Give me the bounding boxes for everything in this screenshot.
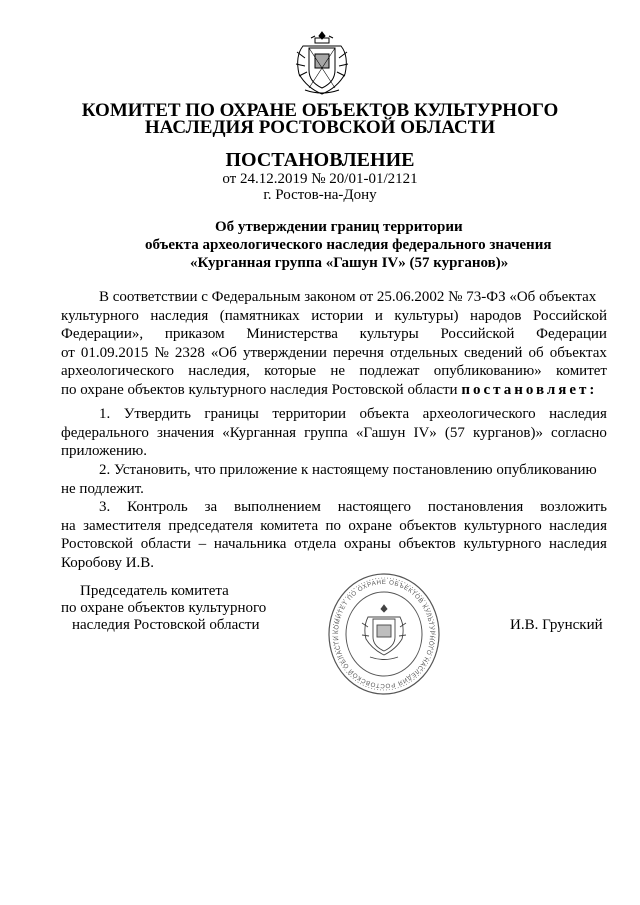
word: наследия: [549, 536, 607, 553]
word: №: [154, 344, 169, 361]
signer-role-line-3: наследия Ростовской области: [72, 617, 260, 633]
word: отдельных: [389, 344, 458, 361]
word: 2328: [174, 344, 205, 361]
word: IV»: [413, 424, 437, 441]
seal-ring-text: КОМИТЕТ ПО ОХРАНЕ ОБЪЕКТОВ КУЛЬТУРНОГО НАСЛЕДИЯ РОСТОВСКОЙ ОБЛАСТИ: [332, 578, 436, 690]
preamble-line-2: [61, 307, 607, 326]
word: археологического: [422, 406, 536, 422]
word: согласно: [551, 424, 607, 441]
document-city: г. Ростов-на-Дону: [263, 187, 377, 203]
preamble-line-1: В соответствии с Федеральным законом от 25.06.2002 № 73-ФЗ «Об объектах: [99, 289, 597, 305]
word: наследия,: [188, 363, 250, 380]
official-seal-icon: [326, 571, 442, 697]
word: народов: [470, 307, 522, 324]
word: перечня: [332, 344, 384, 361]
item-1-line-1: [61, 405, 607, 424]
word: культурного: [463, 517, 542, 534]
word: наследия: [549, 517, 607, 534]
word: Контроль: [127, 499, 188, 515]
word: на: [61, 517, 76, 534]
word: культурного: [463, 536, 542, 553]
word: опубликованию»: [433, 363, 542, 380]
word: по: [325, 517, 342, 534]
word: Российской: [440, 326, 515, 343]
word: объектах: [549, 344, 607, 361]
word: группа: [304, 424, 348, 441]
word: культуры: [359, 326, 419, 343]
word: которые: [264, 363, 317, 380]
word: комитета: [260, 517, 319, 534]
word: 1.: [99, 406, 111, 422]
word: наследия: [150, 307, 209, 324]
word: Федерации: [536, 326, 607, 343]
word: курганов)»: [472, 424, 543, 441]
subject-line-1: Об утверждении границ территории: [215, 219, 463, 235]
word: комитет: [555, 363, 607, 380]
item-3-line-4: Коробову И.В.: [61, 554, 155, 571]
item-1-paragraph: [61, 405, 607, 461]
word: утверждении: [242, 344, 327, 361]
word: значения: [156, 424, 215, 441]
word: приказом: [164, 326, 225, 343]
word: выполнением: [233, 499, 321, 515]
word: наследия: [549, 406, 607, 422]
word: об: [528, 344, 544, 361]
word: культурного: [61, 307, 139, 324]
signer-role-line-1: Председатель комитета: [80, 583, 229, 599]
word: начальника: [213, 536, 287, 553]
word: истории: [311, 307, 364, 324]
document-type: ПОСТАНОВЛЕНИЕ: [225, 149, 415, 171]
word: Российской: [533, 307, 607, 324]
item-2-paragraph: [61, 461, 607, 498]
item-1-line-2: [61, 424, 607, 443]
word: Федерации»,: [61, 326, 144, 343]
organization-title-line-2: НАСЛЕДИЯ РОСТОВСКОЙ ОБЛАСТИ: [144, 117, 496, 138]
preamble-line-4: [61, 344, 607, 363]
word: сведений: [463, 344, 523, 361]
preamble-line-5: [61, 362, 607, 381]
word: заместителя: [83, 517, 162, 534]
word: подлежат: [359, 363, 420, 380]
word: настоящего: [337, 499, 411, 515]
signer-name: И.В. Грунский: [510, 617, 603, 633]
item-3-line-2: [61, 517, 607, 536]
item-3-paragraph: [61, 498, 607, 572]
word: и: [374, 307, 383, 324]
word: отдела: [294, 536, 337, 553]
word: –: [198, 536, 207, 553]
preamble-paragraph: [61, 288, 607, 400]
word: от: [61, 344, 75, 361]
word: Утвердить: [123, 406, 191, 422]
word: охраны: [343, 536, 391, 553]
word: федерального: [61, 424, 149, 441]
word: объектов: [399, 517, 457, 534]
word: 01.09.2015: [80, 344, 149, 361]
word: (57: [444, 424, 465, 441]
item-3-line-3: [61, 535, 607, 554]
word: Ростовской: [61, 536, 134, 553]
word: объектов: [398, 536, 456, 553]
word: охране: [348, 517, 392, 534]
word: возложить: [540, 499, 607, 515]
signer-role-line-2: по охране объектов культурного: [61, 600, 267, 616]
word: постановления: [427, 499, 524, 515]
word: археологического: [61, 363, 174, 380]
resolves-keyword: постановляет:: [461, 381, 598, 398]
item-3-line-1: [61, 498, 607, 517]
word: границы: [204, 406, 259, 422]
word: культуры): [394, 307, 459, 324]
coat-of-arms-icon: [293, 30, 351, 96]
word: за: [204, 499, 218, 515]
preamble-line-3: [61, 325, 607, 344]
word: объекта: [359, 406, 410, 422]
item-2-line-1: 2. Установить, что приложение к настоящему постановлению опубликованию: [99, 462, 597, 478]
subject-line-3: «Курганная группа «Гашун IV» (57 курганов)»: [190, 255, 509, 271]
subject-line-2: объекта археологического наследия федерального значения: [145, 237, 552, 253]
word: «Об: [210, 344, 237, 361]
word: Министерства: [246, 326, 338, 343]
word: «Гашун: [355, 424, 406, 441]
word: 3.: [99, 499, 111, 515]
word: «Курганная: [222, 424, 297, 441]
word: председателя: [168, 517, 253, 534]
word: (памятниках: [219, 307, 300, 324]
document-date-number: от 24.12.2019 № 20/01-01/2121: [222, 171, 418, 187]
word: не: [330, 363, 346, 380]
organization-title-line-1: КОМИТЕТ ПО ОХРАНЕ ОБЪЕКТОВ КУЛЬТУРНОГО: [81, 100, 559, 121]
item-1-line-3: приложению.: [61, 443, 148, 460]
word: области: [140, 536, 191, 553]
word: территории: [272, 406, 347, 422]
preamble-line-6-text: по охране объектов культурного наследия Ростовской области: [61, 381, 462, 398]
item-2-line-2: не подлежит.: [61, 480, 144, 497]
preamble-line-6: [61, 381, 607, 400]
